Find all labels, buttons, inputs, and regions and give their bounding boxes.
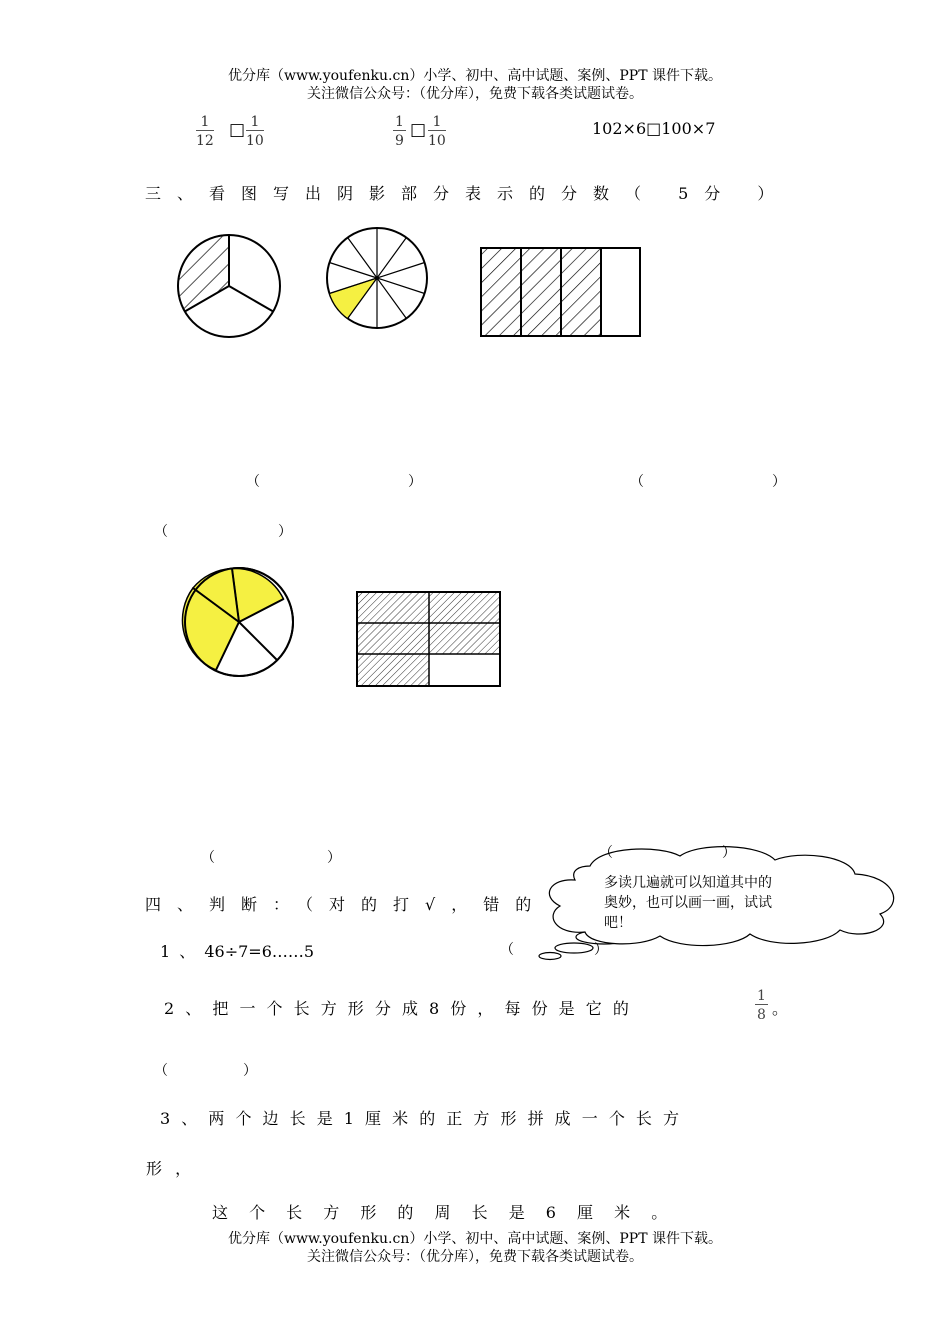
answer-paren-open-1: （ (246, 474, 260, 490)
rectangle-quarters-figure (481, 248, 640, 336)
circle-tenths-figure (327, 228, 427, 328)
answer-paren-open-4: （ (201, 850, 215, 866)
fraction-1-10-b: $\frac{1}{10}$ (428, 114, 446, 149)
answer-paren-close-4: ） (327, 850, 341, 866)
answer-paren-close-2: ） (772, 474, 786, 490)
answer-paren-open-2: （ (630, 474, 644, 490)
question-2: 2 、 把 一 个 长 方 形 分 成 8 份 ， 每 份 是 它 的 (164, 999, 629, 1018)
header-line-1: 优分库（www.youfenku.cn）小学、初中、高中试题、案例、PPT 课件下载。 (227, 68, 722, 84)
compare-box-1[interactable]: □ (229, 120, 246, 140)
question-3-line-1: 3 、 两 个 边 长 是 1 厘 米 的 正 方 形 拼 成 一 个 长 方 (160, 1109, 679, 1128)
question-2-fraction: $\frac{1}{8}$ (757, 988, 766, 1023)
compare-expression: 102×6□100×7 (592, 119, 716, 138)
fraction-1-12: $\frac{1}{12}$ (196, 114, 214, 149)
fraction-1-10: $\frac{1}{10}$ (246, 114, 264, 149)
question-3-line-2: 形 ， (146, 1159, 192, 1178)
question-2-paren-open: （ (154, 1063, 168, 1079)
question-2-paren-close: ） (243, 1063, 257, 1079)
circle-fifths-figure (182, 568, 293, 676)
header-line-2: 关注微信公众号：（优分库），免费下载各类试题试卷。 (307, 86, 643, 102)
answer-paren-open-5: （ (599, 845, 613, 861)
answer-paren-close-1: ） (408, 474, 422, 490)
question-3-line-3: 这 个 长 方 形 的 周 长 是 6 厘 米 。 (212, 1203, 668, 1222)
footer-line-1: 优分库（www.youfenku.cn）小学、初中、高中试题、案例、PPT 课件下载。 (227, 1231, 722, 1247)
question-1-paren-close: ） (594, 942, 608, 958)
question-2-end: 。 (772, 999, 789, 1018)
circle-thirds-figure (178, 235, 280, 337)
answer-paren-close-5: ） (722, 845, 736, 861)
question-1: 1 、 46÷7=6……5 (160, 942, 315, 961)
answer-paren-close-3: ） (278, 524, 292, 540)
section-3-title: 三、看图写出阴影部分表示的分数（ 5分 ） (145, 184, 790, 203)
rectangle-sixths-figure (357, 592, 500, 686)
question-1-paren-open: （ (500, 942, 514, 958)
cloud-text: 多读几遍就可以知道其中的 奥妙，也可以画一画，试试 吧！ (604, 875, 772, 931)
section-4-title: 四、判断：（对的打√，错的 (145, 895, 548, 914)
compare-box-2[interactable]: □ (410, 120, 427, 140)
fraction-1-9: $\frac{1}{9}$ (395, 114, 404, 149)
footer-line-2: 关注微信公众号：（优分库），免费下载各类试题试卷。 (307, 1249, 643, 1265)
answer-paren-open-3: （ (154, 524, 168, 540)
